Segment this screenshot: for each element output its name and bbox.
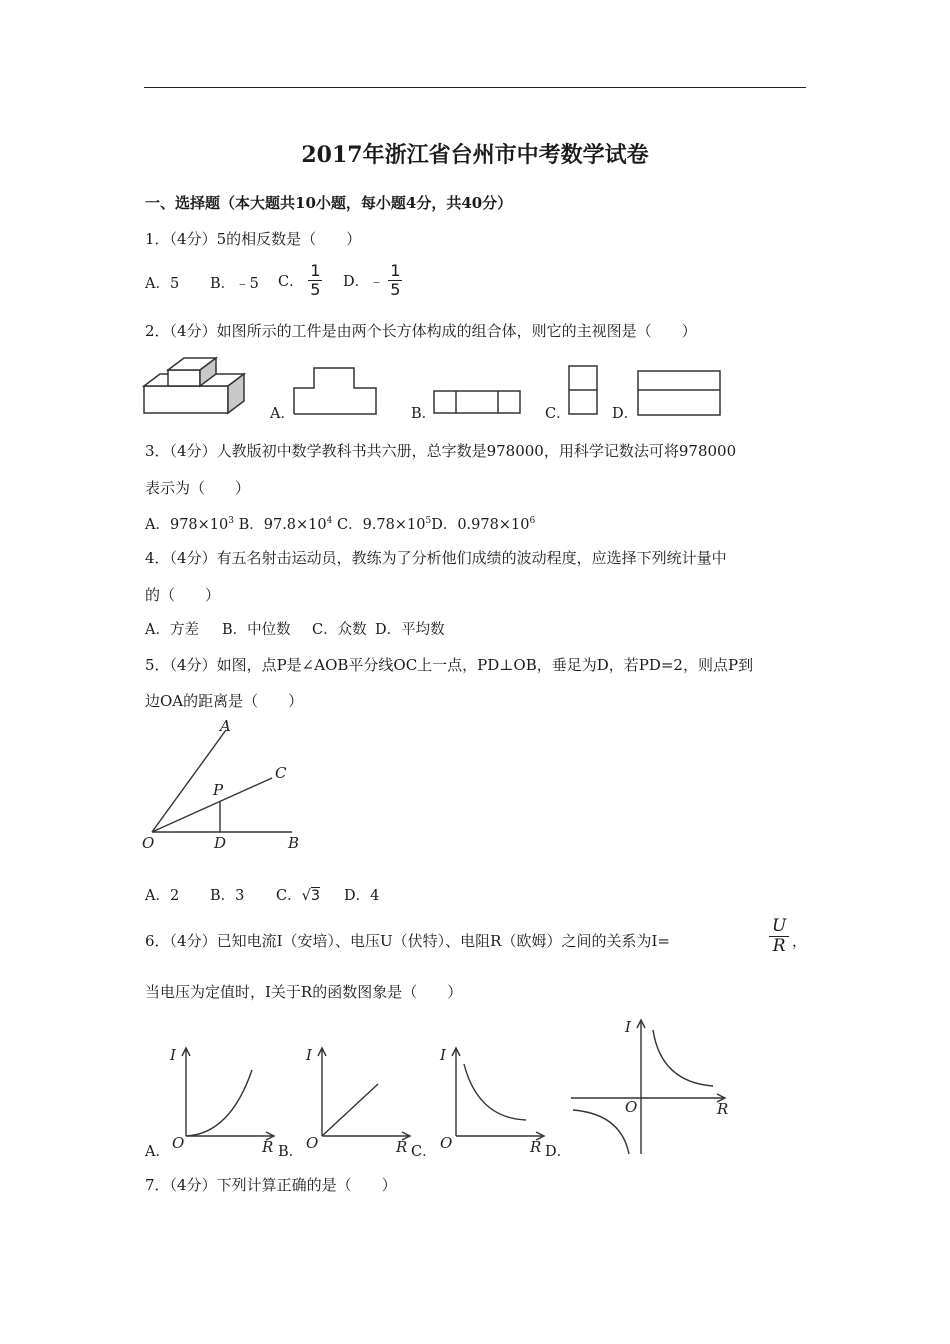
q6-option-b: B． — [278, 1144, 304, 1160]
y-axis-label: I — [170, 1046, 176, 1064]
q4-option-a: A．方差 — [145, 622, 199, 638]
q4-option-c: C．众数 — [312, 622, 367, 638]
y-axis-label: I — [625, 1018, 631, 1036]
fraction-denominator: 5 — [390, 280, 401, 299]
x-axis-label: R — [262, 1138, 274, 1156]
q2-option-a: A． — [270, 406, 295, 422]
y-axis-label: I — [306, 1046, 312, 1064]
q2-option-c: C． — [545, 406, 571, 422]
q6-graph-a — [160, 1040, 280, 1155]
q2-option-b: B． — [411, 406, 437, 422]
q6-graph-d — [565, 1008, 735, 1156]
q3-option-b: B．97.8×10 — [238, 517, 327, 533]
point-b-label: B — [288, 834, 300, 852]
q3-option-d: D．0.978×10 — [431, 517, 530, 533]
sqrt-icon: √ — [301, 888, 311, 904]
q2-option-a-figure — [292, 366, 378, 416]
question-5-stem-line1: 5．（4分）如图，点P是∠AOB平分线OC上一点，PD⊥OB，垂足为D，若PD=2，则点P到 — [145, 656, 754, 674]
point-c-label: C — [275, 764, 287, 782]
question-3-stem-line1: 3．（4分）人教版初中数学教科书共六册，总字数是978000，用科学记数法可将978000 — [145, 442, 737, 460]
q4-option-d: D．平均数 — [375, 622, 445, 638]
question-6-stem-line1: 6．（4分）已知电流I（安培）、电压U（伏特）、电阻R（欧姆）之间的关系为I= — [145, 932, 670, 950]
point-o-label: O — [142, 834, 155, 852]
q1-option-a: A．5 — [145, 276, 180, 292]
q1-option-c — [278, 262, 322, 299]
q6-option-a: A． — [145, 1144, 170, 1160]
q2-option-b-figure — [432, 389, 522, 415]
q3-option-a-exponent: 3 — [228, 516, 234, 527]
q3-options — [145, 513, 535, 534]
q2-option-d: D． — [612, 406, 639, 422]
q4-option-b: B．中位数 — [222, 622, 291, 638]
page-title: 2017年浙江省台州市中考数学试卷 — [301, 142, 649, 168]
fraction-numerator: 1 — [310, 261, 321, 280]
q2-option-c-figure — [567, 364, 599, 416]
x-axis-label: R — [530, 1138, 542, 1156]
point-d-label: D — [214, 834, 227, 852]
q2-option-d-figure — [636, 369, 722, 417]
question-6-stem-line2: 当电压为定值时，I关于R的函数图象是（ ） — [145, 983, 463, 1001]
q5-option-b: B．3 — [210, 888, 245, 904]
q3-option-b-exponent: 4 — [326, 516, 333, 527]
point-p-label: P — [213, 781, 224, 799]
origin-label: O — [440, 1134, 453, 1152]
q2-solid-figure — [140, 352, 240, 418]
question-2-stem: 2．（4分）如图所示的工件是由两个长方体构成的组合体，则它的主视图是（ ） — [145, 322, 697, 340]
q1-option-d-fraction — [388, 262, 402, 299]
q6-formula-fraction — [769, 917, 789, 956]
origin-label: O — [306, 1134, 319, 1152]
fraction-u-over-r — [769, 917, 789, 956]
question-3-stem-line2: 表示为（ ） — [145, 479, 251, 497]
q5-option-c — [276, 884, 320, 905]
q5-angle-diagram — [140, 716, 310, 856]
q1-option-b: B．﹣5 — [210, 276, 259, 292]
y-axis-label: I — [440, 1046, 446, 1064]
q3-option-d-exponent: 6 — [529, 516, 536, 527]
origin-label: O — [172, 1134, 185, 1152]
q1-option-d-prefix: D．﹣ — [343, 274, 384, 290]
question-5-stem-line2: 边OA的距离是（ ） — [145, 692, 304, 710]
question-4-stem-line2: 的（ ） — [145, 586, 221, 604]
q1-option-c-fraction — [308, 262, 322, 299]
q6-graph-b — [296, 1040, 416, 1155]
point-a-label: A — [220, 717, 231, 735]
question-4-stem-line1: 4．（4分）有五名射击运动员，教练为了分析他们成绩的波动程度，应选择下列统计量中 — [145, 549, 727, 567]
fraction-numerator: 1 — [390, 261, 401, 280]
header-rule — [144, 87, 806, 88]
q6-option-c: C． — [411, 1144, 437, 1160]
x-axis-label: R — [717, 1100, 729, 1118]
q3-option-c: C．9.78×10 — [336, 517, 426, 533]
q3-option-a: A．978×10 — [145, 517, 229, 533]
q1-option-c-prefix: C． — [278, 274, 304, 290]
fraction-denominator: R — [772, 936, 786, 956]
q3-option-c-exponent: 5 — [425, 516, 432, 527]
x-axis-label: R — [396, 1138, 408, 1156]
origin-label: O — [625, 1098, 638, 1116]
fraction-denominator: 5 — [310, 280, 321, 299]
q6-graph-c — [430, 1040, 550, 1155]
q6-comma: ， — [792, 932, 808, 950]
question-7-stem: 7．（4分）下列计算正确的是（ ） — [145, 1176, 397, 1194]
question-1-stem: 1．（4分）5的相反数是（ ） — [145, 230, 362, 248]
fraction-numerator: U — [769, 917, 789, 937]
q6-option-d: D． — [545, 1144, 572, 1160]
section-heading: 一、选择题（本大题共10小题，每小题4分，共40分） — [145, 194, 513, 212]
q5-option-c-radicand: 3 — [310, 888, 321, 904]
q5-option-d: D．4 — [344, 888, 380, 904]
q5-option-a: A．2 — [145, 888, 180, 904]
q1-option-d — [343, 262, 402, 299]
q5-option-c-prefix: C． — [276, 888, 302, 904]
